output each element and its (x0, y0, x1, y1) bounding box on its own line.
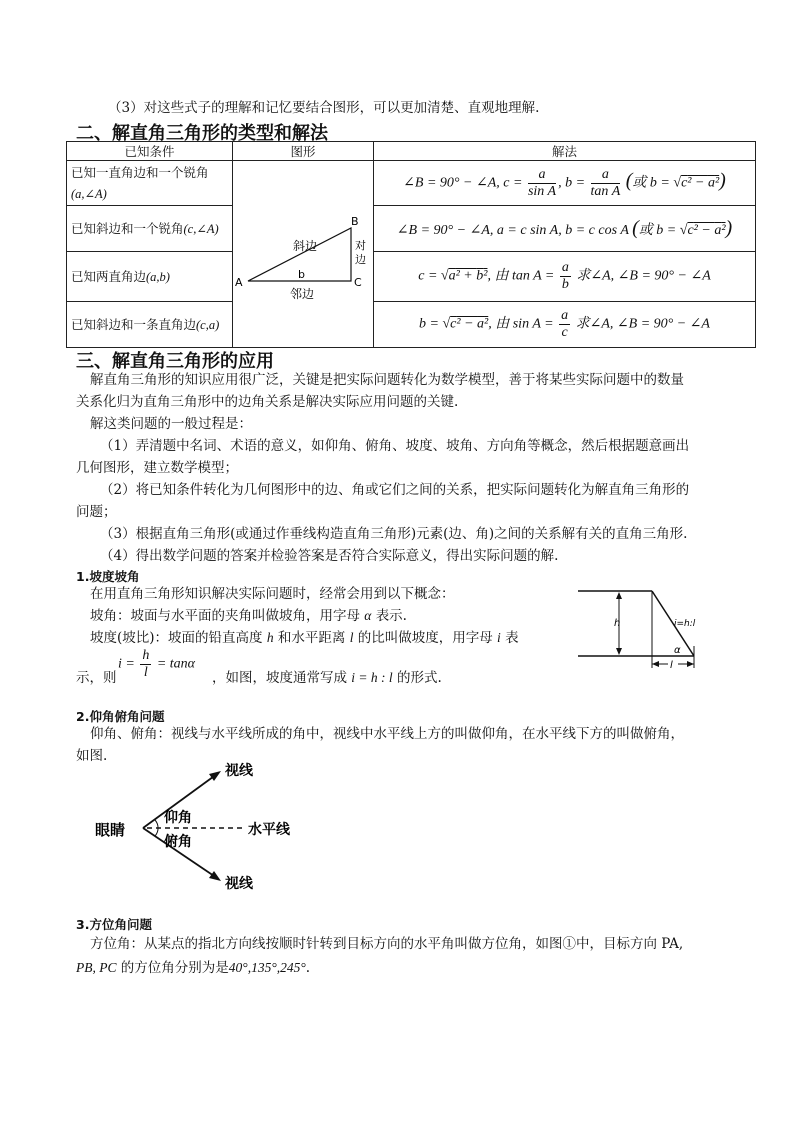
section3-step1b: 几何图形，建立数学模型； (76, 460, 238, 476)
solution-cell: c = √a² + b², 由 tan A = $\frac{a}{b}$ 求∠A, ∠B = 90° − ∠A (374, 252, 756, 302)
solution-cell: b = √c² − a², 由 sin A = $\frac{a}{c}$ 求∠A, ∠B = 90° − ∠A (374, 302, 756, 348)
condition-math: (c,a) (196, 317, 220, 332)
slope-line4a: 示，则 (76, 670, 117, 686)
header-solution: 解法 (374, 142, 756, 161)
depression-angle-label: 俯角 (164, 834, 192, 850)
slope-line2-end: 表示. (375, 608, 407, 624)
formula-den: l (143, 665, 148, 680)
alpha-label: α (674, 645, 681, 656)
vertex-b: B (351, 214, 359, 228)
slope-line4b: ，如图，坡度通常写成 (212, 670, 347, 686)
section3-para1b: 关系化归为直角三角形中的边角关系是解决实际应用问题的关键. (76, 394, 459, 410)
solution-cell: ∠B = 90° − ∠A, c = $\frac{a}{\text{sin A}}$ , b = $\frac{a}{\text{tan A}}$ (或 b = √c² − a²) (374, 161, 756, 206)
elevation-line2: 如图. (76, 748, 108, 764)
formula-lhs: i = (118, 656, 135, 672)
opposite-label-2: 边 (355, 252, 366, 266)
section3-step3: （3）根据直角三角形(或通过作垂线构造直角三角形)元素(边、角)之间的关系解有关的直角三角形. (100, 526, 688, 542)
table-row (67, 302, 756, 348)
bearing-points: PB, PC (76, 960, 117, 975)
condition-text: 已知斜边和一个锐角 (71, 220, 184, 236)
h-symbol: h (266, 630, 274, 645)
slope-expr: i = h : l (351, 670, 393, 685)
solution-cell: ∠B = 90° − ∠A, a = c sin A, b = c cos A (或 b = √c² − a²) (374, 206, 756, 252)
elevation-line1: 仰角、俯角：视线与水平线所成的角中，视线中水平线上方的叫做仰角，在水平线下方的叫做俯角， (90, 726, 684, 742)
side-b-label: b (298, 267, 305, 281)
fraction: $\frac{a}{\text{sin A}}$ (527, 166, 557, 199)
condition-math: (a,b) (146, 269, 170, 284)
arrow-head (616, 648, 622, 655)
vertex-c: C (354, 275, 362, 289)
section3-step4: （4）得出数学问题的答案并检验答案是否符合实际意义，得出实际问题的解. (100, 548, 559, 564)
horizontal-label: 水平线 (248, 822, 290, 838)
condition-text: 已知斜边和一条直角边 (71, 316, 197, 332)
arrow-head (652, 661, 659, 667)
arrow-head (687, 661, 694, 667)
table-row (67, 206, 756, 252)
arrow-head (209, 871, 221, 881)
alpha-symbol: α (364, 608, 372, 623)
slope-line3 (90, 628, 519, 648)
section3-step2a: （2）将已知条件转化为几何图形中的边、角或它们之间的关系，把实际问题转化为解直角三角形的 (100, 482, 690, 498)
slope-line3d: 表 (505, 630, 519, 646)
bearing-line1: 方位角：从某点的指北方向线按顺时针转到目标方向的水平角叫做方位角，如图①中，目标方向 PA, (90, 936, 684, 952)
hypotenuse-label: 斜边 (293, 238, 318, 253)
arrow-head (616, 592, 622, 599)
condition-cell (67, 252, 233, 302)
right-triangle-diagram (233, 183, 373, 323)
height-h-label: h (614, 618, 621, 629)
solve-table (66, 141, 756, 348)
length-l-label: l (670, 660, 673, 671)
header-figure: 图形 (233, 142, 374, 161)
figure-cell (233, 161, 374, 348)
condition-cell (67, 302, 233, 348)
table-row (67, 161, 756, 206)
section3-title: 三、解直角三角形的应用 (76, 351, 274, 372)
condition-text: 已知两直角边 (71, 268, 147, 284)
fraction: $\frac{a}{c}$ (561, 308, 569, 340)
slope-line2-text: 坡角：坡面与水平面的夹角叫做坡角，用字母 (90, 608, 360, 624)
slope-line3b: 和水平距离 (277, 630, 346, 646)
section3-para1a: 解直角三角形的知识应用很广泛，关键是把实际问题转化为数学模型，善于将某些实际问题中的数量 (90, 372, 684, 388)
l-symbol: l (349, 630, 354, 645)
bearing-values: 40°,135°,245° (228, 960, 306, 975)
slope-line3a: 坡度(坡比)：坡面的铅直高度 (90, 630, 263, 646)
formula-num: h (142, 648, 150, 663)
header-conditions: 已知条件 (67, 142, 233, 161)
i-symbol: i (497, 630, 501, 645)
condition-cell (67, 206, 233, 252)
slope-line2 (90, 606, 407, 626)
slope-formula (118, 648, 195, 681)
section3-para2: 解这类问题的一般过程是： (90, 416, 252, 432)
opposite-label-1: 对 (355, 238, 366, 252)
slope-title: 1.坡度坡角 (76, 569, 140, 584)
condition-math: (a,∠A) (71, 186, 107, 201)
eye-label: 眼睛 (95, 821, 126, 839)
bearing-line2 (76, 958, 310, 978)
slope-line1: 在用直角三角形知识解决实际问题时，经常会用到以下概念： (90, 586, 455, 602)
bearing-title: 3.方位角问题 (76, 917, 152, 932)
elevation-title: 2.仰角俯角问题 (76, 709, 165, 724)
sight-label-top: 视线 (225, 763, 253, 779)
table-row (67, 252, 756, 302)
vertex-a: A (235, 275, 243, 289)
formula-fraction (140, 648, 151, 681)
condition-cell (67, 161, 233, 206)
condition-text: 已知一直角边和一个锐角 (71, 164, 209, 180)
section3-step1a: （1）弄清题中名词、术语的意义，如仰角、俯角、坡度、坡角、方向角等概念，然后根据题意画出 (100, 438, 690, 454)
ratio-label: i=h:l (674, 619, 696, 629)
section3-step2b: 问题； (76, 504, 117, 520)
slope-line4c: 的形式. (396, 670, 442, 686)
condition-math: (c,∠A) (183, 221, 219, 236)
fraction: $\frac{a}{b}$ (561, 260, 569, 292)
bearing-line2-end: . (305, 960, 311, 976)
slope-diagram (574, 586, 704, 672)
section2-title: 二、解直角三角形的类型和解法 (76, 123, 328, 144)
intro-item-3: （3）对这些式子的理解和记忆要结合图形，可以更加清楚、直观地理解. (108, 100, 540, 116)
slope-line3c: 的比叫做坡度，用字母 (357, 630, 493, 646)
bearing-line2-text: 的方位角分别为是 (120, 960, 229, 976)
table-header-row (67, 142, 756, 161)
adjacent-label: 邻边 (290, 286, 315, 301)
slope-line4 (212, 668, 442, 688)
elevation-angle-label: 仰角 (164, 810, 192, 826)
fraction: $\frac{a}{\text{tan A}}$ (590, 166, 621, 199)
formula-rhs: = tanα (156, 656, 196, 672)
elevation-diagram (95, 760, 325, 900)
sight-label-bottom: 视线 (225, 876, 253, 892)
